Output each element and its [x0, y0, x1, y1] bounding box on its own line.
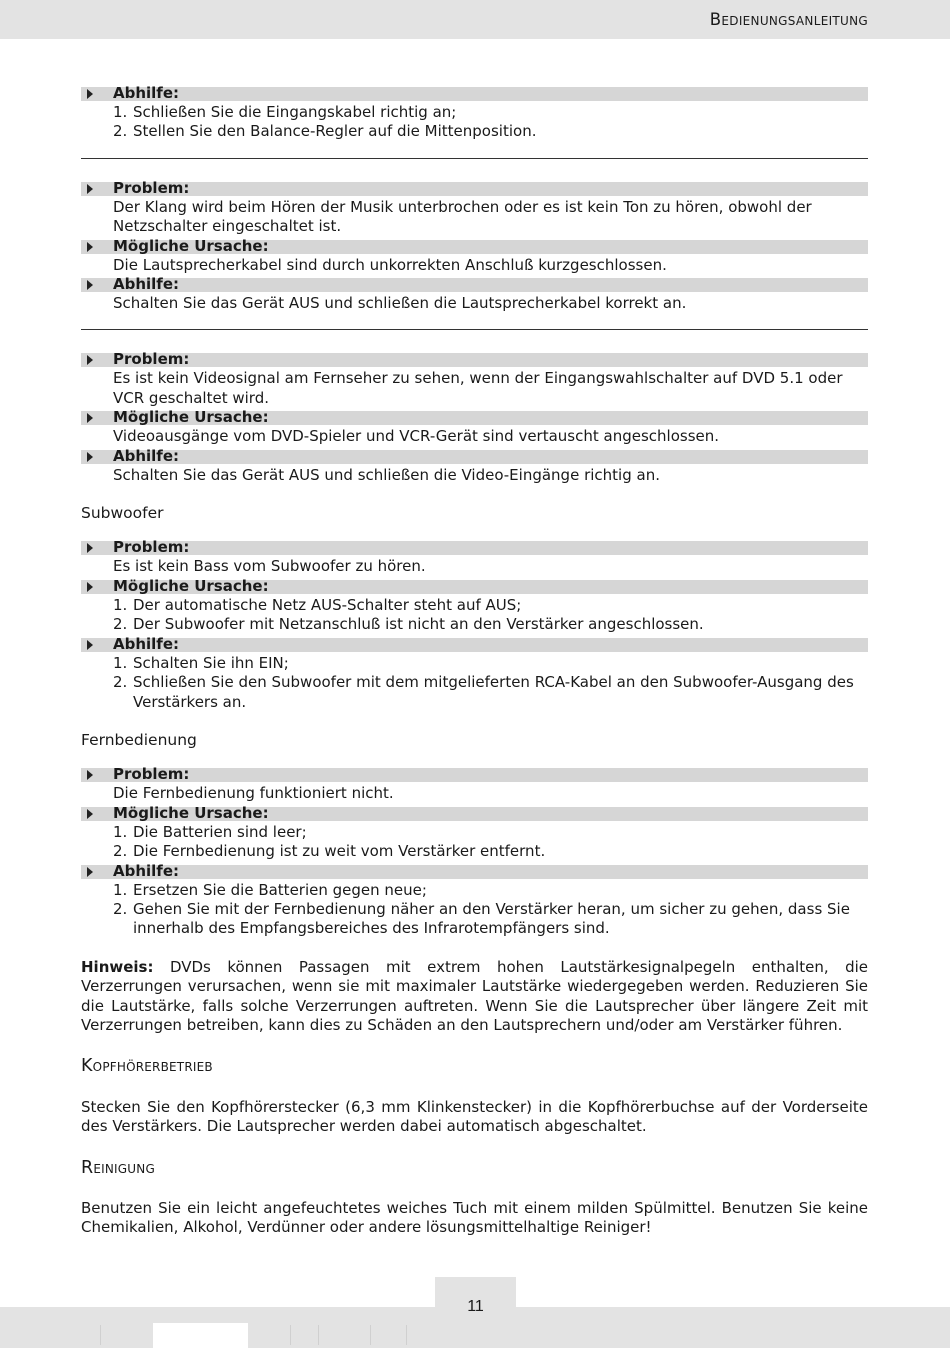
remedy-label-bar [81, 861, 868, 880]
remedy-label: Abhilfe: [113, 275, 180, 294]
list-item [113, 900, 868, 939]
item-number: 1. [113, 103, 128, 121]
section-heading-kopfhoerer: Kopfhörerbetrieb [81, 1056, 213, 1077]
page-content [81, 84, 868, 1238]
remedy-list [81, 103, 868, 142]
problem-text: Die Fernbedienung funktioniert nicht. [113, 784, 394, 803]
section-heading-reinigung: Reinigung [81, 1157, 155, 1178]
cause-label: Mögliche Ursache: [113, 803, 269, 822]
item-number: 2. [113, 673, 128, 692]
item-text: Schließen Sie die Eingangskabel richtig an; [133, 103, 457, 121]
bullet-arrow-icon [87, 280, 93, 290]
list-item [113, 103, 868, 122]
divider [81, 329, 868, 330]
bullet-arrow-icon [87, 543, 93, 553]
remedy-label-bar [81, 446, 868, 465]
header-title: Bedienungsanleitung [709, 10, 868, 29]
item-number: 2. [113, 899, 128, 918]
list-item [113, 615, 868, 634]
remedy-list [81, 881, 868, 939]
remedy-label: Abhilfe: [113, 84, 180, 102]
page-number: 11 [435, 1277, 516, 1317]
problem-label: Problem: [113, 350, 190, 369]
item-number: 1. [113, 653, 128, 672]
remedy-text: Schalten Sie das Gerät AUS und schließen die Lautsprecherkabel korrekt an. [113, 294, 687, 313]
note-label: Hinweis: [81, 957, 154, 976]
remedy-label: Abhilfe: [113, 634, 180, 653]
bullet-arrow-icon [87, 867, 93, 877]
footer-tick [406, 1325, 407, 1345]
cause-text: Die Lautsprecherkabel sind durch unkorrekten Anschluß kurzgeschlossen. [113, 255, 667, 274]
item-text: Ersetzen Sie die Batterien gegen neue; [133, 880, 427, 899]
item-number: 1. [113, 822, 128, 841]
problem-label: Problem: [113, 538, 190, 557]
list-item [113, 881, 868, 900]
cause-label-bar [81, 803, 868, 822]
item-number: 2. [113, 842, 128, 861]
remedy-label: Abhilfe: [113, 446, 180, 465]
note-paragraph [81, 958, 868, 1036]
cause-label-bar [81, 408, 868, 427]
bullet-arrow-icon [87, 355, 93, 365]
footer-tick [370, 1325, 371, 1345]
problem-label: Problem: [113, 178, 190, 197]
remedy-label-bar [81, 275, 868, 294]
section-heading-fernbedienung: Fernbedienung [81, 730, 197, 749]
reinigung-paragraph: Benutzen Sie ein leicht angefeuchtetes weiches Tuch mit einem milden Spülmittel. Benutzen Sie keine Chemikalien, Alkohol, Verdünner oder andere lösungsmittelhaltige Reiniger! [81, 1199, 868, 1237]
cause-label-bar [81, 236, 868, 255]
cause-label: Mögliche Ursache: [113, 408, 269, 427]
list-item [113, 654, 868, 673]
bullet-arrow-icon [87, 413, 93, 423]
item-number: 1. [113, 595, 128, 614]
item-text: Stellen Sie den Balance-Regler auf die Mittenposition. [133, 122, 537, 141]
cause-list [81, 823, 868, 862]
cause-text: Videoausgänge vom DVD-Spieler und VCR-Gerät sind vertauscht angeschlossen. [113, 427, 720, 446]
note-text: DVDs können Passagen mit extrem hohen Lautstärkesignalpegeln enthalten, die Verzerrungen verursachen, wenn sie mit maximaler Lautstärke wiedergegeben werden. Reduzieren Sie die Lautstärke, falls solche Verzerrungen auftreten. Wenn Sie die Lautsprecher über längere Zeit mit Verzerrungen betreiben, kann dies zu Schäden an den Lautsprechern und/oder am Verstärker führen. [81, 957, 868, 1034]
remedy-label-bar [81, 634, 868, 653]
problem-text: Der Klang wird beim Hören der Musik unterbrochen oder es ist kein Ton zu hören, obwohl der Netzschalter eingeschaltet ist. [113, 197, 812, 236]
problem-label-bar [81, 178, 868, 197]
item-text: Der Subwoofer mit Netzanschluß ist nicht an den Verstärker angeschlossen. [133, 615, 704, 634]
bullet-arrow-icon [87, 640, 93, 650]
problem-text: Es ist kein Videosignal am Fernseher zu sehen, wenn der Eingangswahlschalter auf DVD 5.1 oder VCR geschaltet wird. [113, 369, 843, 407]
section-heading-subwoofer: Subwoofer [81, 504, 164, 523]
remedy-text: Schalten Sie das Gerät AUS und schließen die Video-Eingänge richtig an. [113, 465, 660, 484]
bullet-arrow-icon [87, 809, 93, 819]
problem-label-bar [81, 765, 868, 784]
item-text: Der automatische Netz AUS-Schalter steht auf AUS; [133, 595, 522, 614]
list-item [113, 823, 868, 842]
problem-label: Problem: [113, 765, 190, 784]
bullet-arrow-icon [87, 184, 93, 194]
bullet-arrow-icon [87, 452, 93, 462]
footer-tick [100, 1325, 101, 1345]
remedy-label: Abhilfe: [113, 861, 180, 880]
kopfhoerer-paragraph: Stecken Sie den Kopfhörerstecker (6,3 mm Klinkenstecker) in die Kopfhörerbuchse auf der Vorderseite des Verstärkers. Die Lautsprecher werden dabei automatisch abgeschaltet. [81, 1097, 868, 1136]
footer-white-block [153, 1323, 248, 1348]
item-number: 1. [113, 880, 128, 899]
bullet-arrow-icon [87, 770, 93, 780]
item-number: 2. [113, 122, 128, 141]
cause-label-bar [81, 576, 868, 595]
item-number: 2. [113, 615, 128, 634]
list-item [113, 673, 868, 712]
list-item [113, 122, 868, 141]
footer-tick [290, 1325, 291, 1345]
problem-label-bar [81, 350, 868, 369]
cause-list [81, 596, 868, 635]
list-item [113, 596, 868, 615]
item-text: Schalten Sie ihn EIN; [133, 653, 289, 672]
bullet-arrow-icon [87, 242, 93, 252]
cause-label: Mögliche Ursache: [113, 576, 269, 595]
remedy-list [81, 654, 868, 712]
remedy-label-bar [81, 84, 868, 102]
problem-label-bar [81, 538, 868, 557]
item-text: Die Fernbedienung ist zu weit vom Verstärker entfernt. [133, 842, 546, 861]
divider [81, 158, 868, 159]
cause-label: Mögliche Ursache: [113, 236, 269, 255]
item-text: Die Batterien sind leer; [133, 822, 307, 841]
bullet-arrow-icon [87, 582, 93, 592]
footer-tick [318, 1325, 319, 1345]
bullet-arrow-icon [87, 89, 93, 99]
list-item [113, 842, 868, 861]
problem-text: Es ist kein Bass vom Subwoofer zu hören. [113, 557, 426, 576]
item-text: Gehen Sie mit der Fernbedienung näher an den Verstärker heran, um sicher zu gehen, dass Sie innerhalb des Empfangsbereiches des Infrarotempfängers sind. [133, 899, 850, 938]
item-text: Schließen Sie den Subwoofer mit dem mitgelieferten RCA-Kabel an den Subwoofer-Ausgang des Verstärkers an. [133, 673, 854, 711]
